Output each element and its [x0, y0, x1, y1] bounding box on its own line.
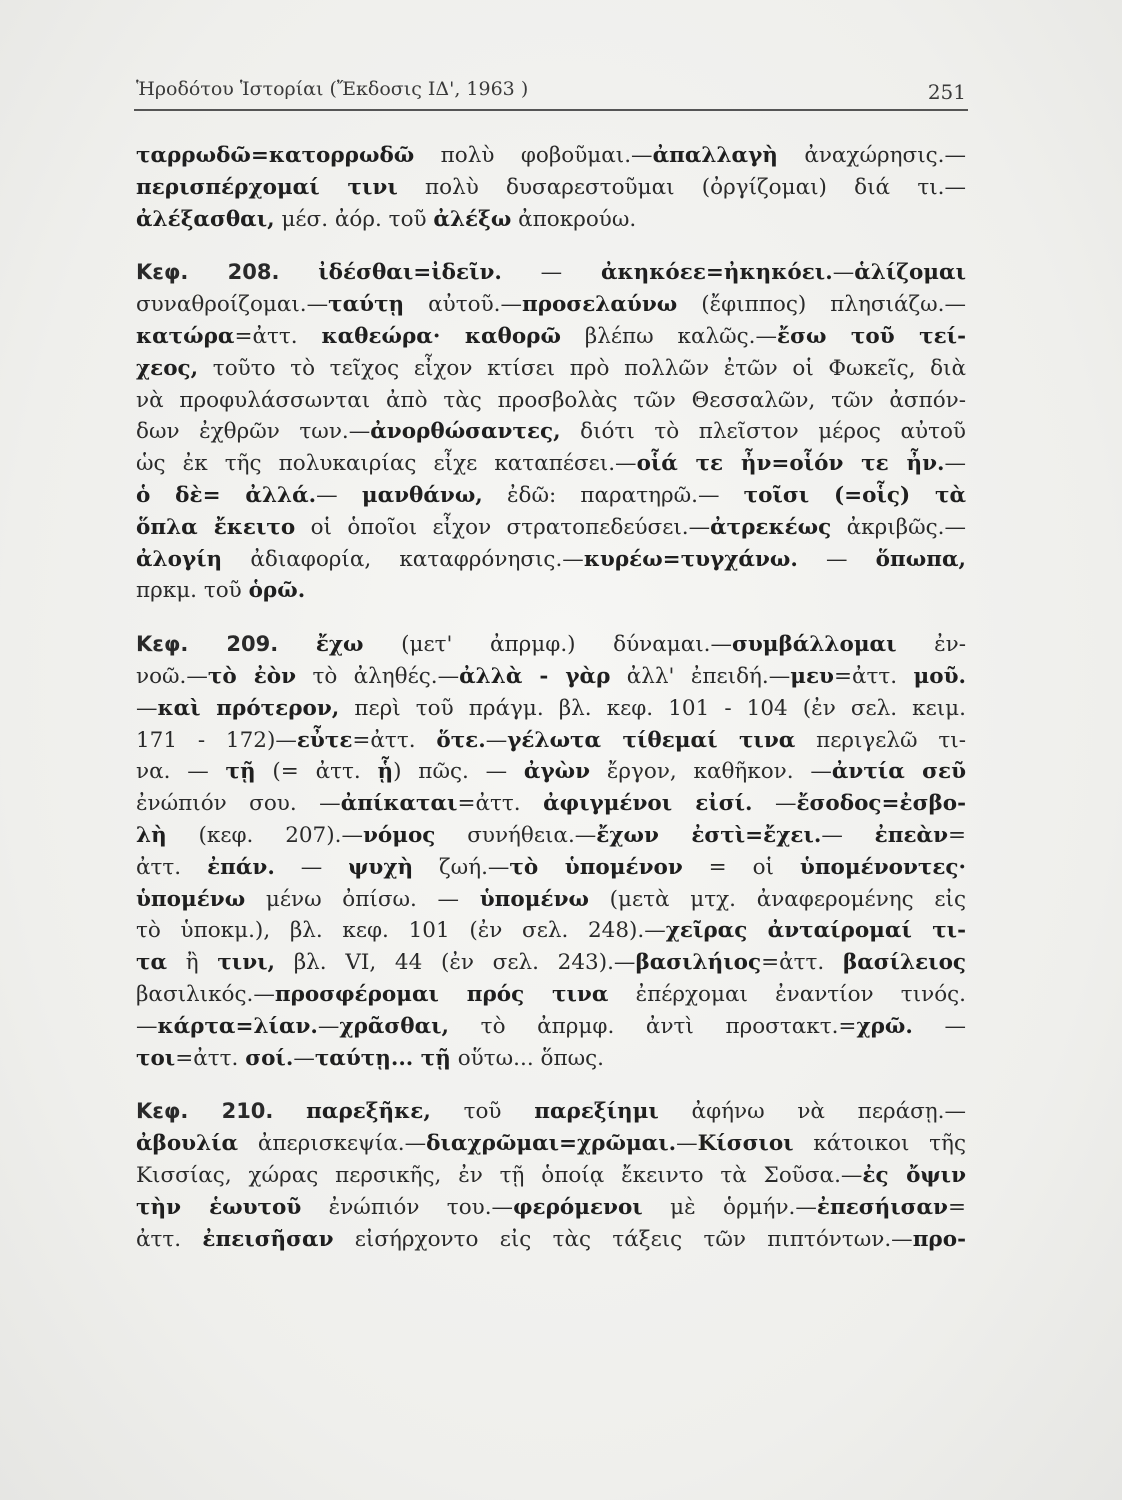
text-line	[136, 915, 966, 947]
headword: ἔσοδος=ἐσβο-	[796, 791, 966, 817]
gloss-text: = οἱ	[682, 854, 800, 880]
gloss-text: ἀποκρούω.	[511, 206, 637, 232]
headword: ὁ δὲ= ἀλλά.	[136, 482, 317, 508]
gloss-text: ἢ	[167, 950, 218, 976]
gloss-text	[279, 260, 318, 285]
headword: τοῖσι (=οἷς) τὰ	[743, 482, 966, 508]
text-line	[136, 852, 966, 884]
gloss-text: —	[832, 260, 855, 286]
gloss-text: ἀδιαφορία, καταφρόνησις.—	[222, 546, 584, 572]
text-line	[136, 480, 966, 512]
headword: παρεξῆκε,	[306, 1099, 431, 1125]
headword: ἀγὼν	[523, 759, 591, 785]
gloss-text: τὸ ἀληθές.—	[296, 663, 460, 689]
gloss-text: ἔργον, καθῆκον. —	[590, 759, 832, 785]
page-number: 251	[927, 80, 966, 104]
headword: ὑπομένοντες·	[799, 854, 966, 880]
headword: προσφέρομαι πρός τινα	[274, 981, 609, 1007]
gloss-text: —	[316, 482, 362, 508]
gloss-text: —	[752, 791, 797, 817]
gloss-text: πρκμ. τοῦ	[136, 578, 249, 604]
headword: οἷά τε ἦν=οἷόν τε ἦν.	[636, 451, 945, 477]
gloss-text: (κεφ. 207).—	[166, 822, 363, 848]
gloss-text: βασιλικός.—	[136, 981, 275, 1007]
headword: βασίλειος	[842, 950, 966, 976]
gloss-text: =ἀττ.	[352, 727, 437, 753]
text-line	[136, 172, 966, 204]
headword: ταρρωδῶ=κατορρωδῶ	[136, 143, 415, 168]
headword: τῇ	[225, 759, 256, 785]
gloss-text: τοῦ	[430, 1099, 535, 1125]
headword: ὅπλα ἔκειτο	[136, 514, 296, 540]
headword: ὑπομένω	[136, 886, 246, 912]
gloss-text: =ἀττ.	[234, 323, 322, 349]
headword: κατώρα	[136, 323, 235, 349]
headword: καθεώρα· καθορῶ	[321, 323, 561, 349]
text-line	[136, 756, 966, 788]
headword: φερόμενοι	[513, 1194, 643, 1220]
text-line	[136, 693, 966, 725]
chapter-heading: Κεφ. 208.	[136, 260, 280, 285]
text-line	[136, 1096, 966, 1128]
headword: ὑπομένω	[479, 886, 589, 912]
headword: ἐς ὄψιν	[862, 1162, 966, 1188]
headword: ἀβουλία	[136, 1131, 239, 1157]
gloss-text: —	[912, 1013, 966, 1039]
gloss-text: συναθροίζομαι.—	[136, 292, 329, 318]
gloss-text: ἀττ.	[136, 1226, 203, 1252]
text-line	[136, 204, 966, 236]
text-line	[136, 1128, 966, 1160]
headword: εὖτε	[296, 727, 353, 753]
paragraph-gap	[136, 235, 966, 257]
gloss-text: —	[501, 260, 601, 286]
headword: ἀντία σεῦ	[831, 759, 967, 785]
headword: ἀφιγμένοι εἰσί.	[543, 791, 753, 817]
gloss-text: =	[947, 1194, 966, 1220]
headword: μευ	[790, 663, 834, 689]
text-line	[136, 321, 966, 353]
gloss-text: =	[948, 822, 967, 848]
gloss-text: —	[485, 727, 508, 753]
gloss-text: =ἀττ.	[457, 791, 544, 817]
headword: ἁλίζομαι	[854, 260, 966, 286]
gloss-text: δων ἐχθρῶν των.—	[136, 419, 371, 445]
headword: ἀνορθώσαντες,	[370, 419, 561, 445]
gloss-text: (μετ' ἀπρμφ.) δύναμαι.—	[363, 632, 732, 658]
gloss-text: μὲ ὁρμήν.—	[642, 1194, 817, 1220]
text-line	[136, 1192, 966, 1224]
headword: συμβάλλομαι	[732, 632, 897, 658]
gloss-text: τὸ ὑποκμ.), βλ. κεφ. 101 (ἐν σελ. 248).—	[136, 918, 666, 944]
headword: ἀτρεκέως	[710, 514, 832, 540]
paragraph-gap	[136, 1074, 966, 1096]
headword: ὁρῶ.	[248, 578, 306, 604]
headword: χρᾶσθαι,	[339, 1013, 450, 1039]
gloss-text: —	[274, 854, 349, 880]
text-line	[136, 1043, 966, 1075]
text-line	[136, 1160, 966, 1192]
gloss-text: ζωή.—	[413, 854, 510, 880]
gloss-text: ὡς ἐκ τῆς πολυκαιρίας εἶχε καταπέσει.—	[136, 451, 637, 477]
headword: τὴν ἑωυτοῦ	[136, 1194, 302, 1220]
headword: ταύτῃ... τῇ	[314, 1045, 451, 1071]
gloss-text: μέσ. ἀόρ. τοῦ	[274, 206, 434, 232]
text-line	[136, 947, 966, 979]
gloss-text: βλ. VI, 44 (ἐν σελ. 243).—	[275, 950, 636, 976]
headword: κυρέω=τυγχάνω.	[583, 546, 798, 572]
gloss-text: ἐνώπιόν σου. —	[136, 791, 341, 817]
text-line	[136, 385, 966, 417]
gloss-text: οὕτω... ὅπως.	[450, 1045, 604, 1071]
headword: τινι,	[217, 950, 276, 976]
headword: ἐπάν.	[207, 854, 275, 880]
headword: ἔχω	[315, 632, 364, 658]
gloss-text: κάτοικοι τῆς	[793, 1131, 966, 1157]
headword: κάρτα=λίαν.	[157, 1013, 318, 1039]
gloss-text: νοῶ.—	[136, 663, 208, 689]
gloss-text: —	[676, 1131, 698, 1157]
headword: Κίσσιοι	[697, 1131, 794, 1157]
text-line	[136, 512, 966, 544]
text-line	[136, 788, 966, 820]
headword: ἀπαλλαγὴ	[652, 143, 778, 168]
gloss-text: οἱ ὁποῖοι εἶχον στρατοπεδεύσει.—	[295, 514, 711, 540]
headword: μανθάνω,	[361, 482, 483, 508]
gloss-text: διότι τὸ πλεῖστον μέρος αὐτοῦ	[560, 419, 967, 445]
gloss-text: (ἔφιππος) πλησιάζω.—	[677, 292, 966, 318]
gloss-text: ἀλλ' ἐπειδή.—	[610, 663, 791, 689]
text-line	[136, 725, 966, 757]
gloss-text: ἀναχώρησις.—	[777, 143, 966, 168]
headword: καὶ πρότερον,	[157, 695, 340, 721]
headword: σοί.	[245, 1045, 294, 1071]
gloss-text: =ἀττ.	[761, 950, 843, 976]
gloss-text: ἀπερισκεψία.—	[238, 1131, 427, 1157]
gloss-text: ἐν-	[896, 632, 966, 658]
headword: ψυχὴ	[348, 854, 414, 880]
headword: ἐπεισῆσαν	[202, 1226, 334, 1252]
text-line	[136, 544, 966, 576]
gloss-text: Κισσίας, χώρας περσικῆς, ἐν τῇ ὁποίᾳ ἔκειντο τὰ Σοῦσα.—	[136, 1162, 863, 1188]
headword: γέλωτα τίθεμαί τινα	[507, 727, 796, 753]
headword: τὸ ἐὸν	[207, 663, 297, 689]
gloss-text: —	[821, 822, 875, 848]
headword: χρῶ.	[856, 1013, 913, 1039]
gloss-text: ἀττ.	[136, 854, 208, 880]
headword: ἀλέξω	[433, 206, 512, 232]
paragraph-gap	[136, 607, 966, 629]
chapter-heading: Κεφ. 210.	[136, 1099, 274, 1124]
gloss-text: πολὺ φοβοῦμαι.—	[414, 143, 653, 168]
headword: τοι	[136, 1045, 176, 1071]
headword: λὴ	[136, 822, 167, 848]
text-line	[136, 353, 966, 385]
headword: ᾗ	[377, 759, 394, 785]
gloss-text	[273, 1099, 306, 1124]
gloss-text: ἐνώπιόν του.—	[301, 1194, 514, 1220]
gloss-text: να. —	[136, 759, 226, 785]
headword: ἀλλὰ - γὰρ	[459, 663, 611, 689]
headword: ἔχων ἐστὶ=ἔχει.	[596, 822, 822, 848]
text-line	[136, 289, 966, 321]
headword: τὸ ὑπομένον	[509, 854, 683, 880]
gloss-text: νὰ προφυλάσσωνται ἀπὸ τὰς προσβολὰς τῶν Θεσσαλῶν, τῶν ἀσπόν-	[136, 387, 966, 413]
text-line	[136, 1224, 966, 1256]
headword: ἰδέσθαι=ἰδεῖν.	[318, 260, 502, 286]
text-line	[136, 140, 966, 172]
gloss-text: ) πῶς. —	[393, 759, 524, 785]
headword: ὅτε.	[436, 727, 486, 753]
headword: διαχρῶμαι=χρῶμαι.	[426, 1131, 677, 1157]
headword: περισπέρχομαί τινι	[136, 174, 398, 200]
gloss-text: —	[136, 1013, 158, 1039]
headword: ἐπεσήισαν	[816, 1194, 948, 1220]
gloss-text: =ἀττ.	[175, 1045, 246, 1071]
headword: ἐπεὰν	[874, 822, 948, 848]
text-line	[136, 1011, 966, 1043]
gloss-text: —	[293, 1045, 315, 1071]
gloss-text: —	[944, 451, 966, 477]
gloss-text: συνήθεια.—	[435, 822, 597, 848]
text-line	[136, 448, 966, 480]
gloss-text: —	[317, 1013, 340, 1039]
gloss-text: τὸ ἀπρμφ. ἀντὶ προστακτ.=	[449, 1013, 857, 1039]
book-title: Ἡροδότου Ἱστορίαι (Ἔκδοσις ΙΔ', 1963 )	[136, 78, 529, 100]
text-line	[136, 575, 966, 607]
gloss-text: τοῦτο τὸ τεῖχος εἶχον κτίσει πρὸ πολλῶν ἐτῶν οἱ Φωκεῖς, διὰ	[198, 355, 966, 381]
headword: προσελαύνω	[522, 292, 678, 318]
headword: ἀλογίη	[136, 546, 223, 572]
headword: ἀκηκόεε=ἠκηκόει.	[601, 260, 833, 286]
headword: μοῦ.	[913, 663, 967, 689]
headword: νόμος	[362, 822, 436, 848]
text-line	[136, 820, 966, 852]
chapter-heading: Κεφ. 209.	[136, 632, 279, 657]
gloss-text: αὐτοῦ.—	[404, 292, 522, 318]
gloss-text: περιγελῶ τι-	[795, 727, 966, 753]
glossary-text	[136, 140, 966, 1255]
headword: βασιλήιος	[635, 950, 762, 976]
gloss-text: ἐδῶ: παρατηρῶ.—	[482, 482, 744, 508]
gloss-text: εἰσήρχοντο εἰς τὰς τάξεις τῶν πιπτόντων.—	[333, 1226, 913, 1252]
gloss-text: μένω ὀπίσω. —	[245, 886, 480, 912]
headword: τα	[136, 950, 168, 976]
headword: ἀλέξασθαι,	[136, 206, 275, 232]
gloss-text: 171 - 172)—	[136, 727, 297, 753]
gloss-text: περὶ τοῦ πράγμ. βλ. κεφ. 101 - 104 (ἐν σελ. κειμ.	[339, 695, 966, 721]
headword: ἔσω τοῦ τεί-	[777, 323, 967, 349]
headword: παρεξίημι	[534, 1099, 659, 1125]
text-line	[136, 416, 966, 448]
gloss-text: ἐπέρχομαι ἐναντίον τινός.	[608, 981, 967, 1007]
gloss-text: —	[797, 546, 876, 572]
text-line	[136, 979, 966, 1011]
header-rule	[134, 109, 968, 111]
headword: ὅπωπα,	[875, 546, 966, 572]
gloss-text: βλέπω καλῶς.—	[560, 323, 778, 349]
gloss-text: ἀφήνω νὰ περάσῃ.—	[658, 1099, 967, 1125]
text-line	[136, 629, 966, 661]
headword: προ-	[912, 1226, 966, 1252]
gloss-text: (μετὰ μτχ. ἀναφερομένης εἰς	[588, 886, 966, 912]
gloss-text: —	[136, 695, 158, 721]
headword: ταύτῃ	[328, 292, 405, 318]
gloss-text: (= ἀττ.	[255, 759, 378, 785]
gloss-text: ἀκριβῶς.—	[831, 514, 966, 540]
headword: χεος,	[136, 355, 199, 381]
headword: χεῖρας ἀνταίρομαί τι-	[665, 918, 967, 944]
gloss-text	[278, 632, 316, 657]
text-line	[136, 661, 966, 693]
text-line	[136, 884, 966, 916]
gloss-text: πολὺ δυσαρεστοῦμαι (ὀργίζομαι) διά τι.—	[397, 174, 966, 200]
running-header	[136, 76, 966, 106]
headword: ἀπίκαται	[340, 791, 458, 817]
text-line	[136, 257, 966, 289]
gloss-text: =ἀττ.	[833, 663, 914, 689]
